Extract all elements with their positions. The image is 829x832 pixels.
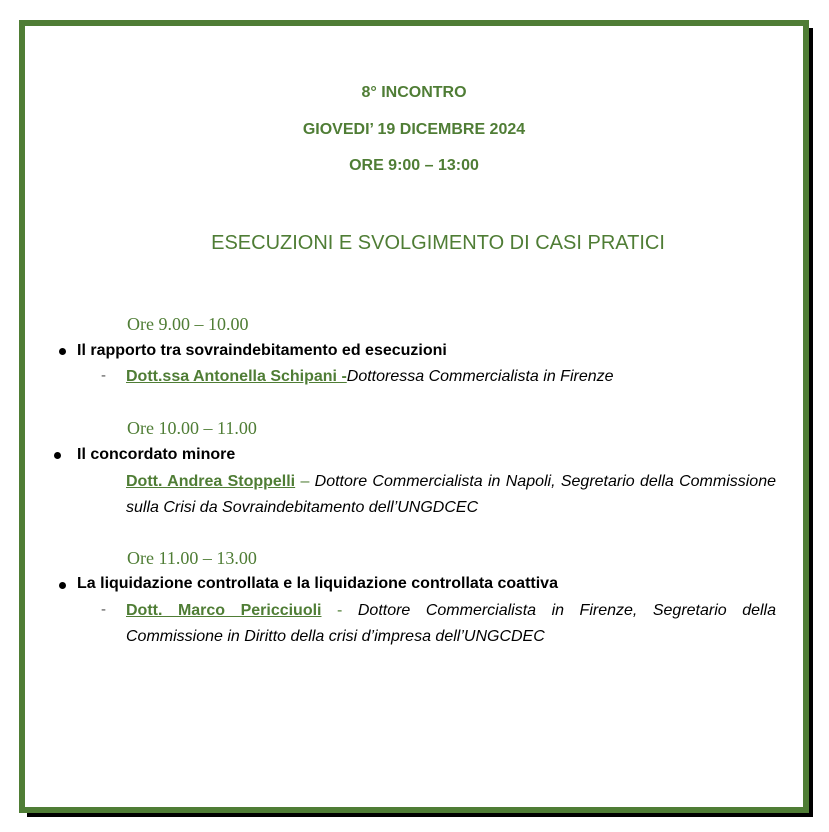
meeting-number: 8° INCONTRO: [361, 84, 467, 101]
speaker-role: Dottore Commercialista in Firenze, Segretario della Commissione in Diritto della crisi d’impresa dell’UNGCDEC: [126, 602, 777, 645]
speaker-role: Dottore Commercialista in Napoli, Segretario della Commissione sulla Crisi da Sovraindebitamento dell’UNGDCEC: [126, 473, 777, 516]
meeting-hours: ORE 9:00 – 13:00: [349, 157, 479, 174]
topic-title: ESECUZIONI E SVOLGIMENTO DI CASI PRATICI: [211, 232, 665, 254]
bullet-dot: [59, 348, 66, 355]
session-speaker: [126, 469, 776, 521]
session-speaker: [126, 364, 776, 390]
session-time: Ore 10.00 – 11.00: [127, 418, 257, 438]
speaker-name[interactable]: Dott. Andrea Stoppelli: [126, 473, 296, 490]
speaker-name[interactable]: Dott. Marco Pericciuoli: [126, 602, 322, 619]
speaker-separator: -: [321, 602, 358, 619]
meeting-date: GIOVEDI’ 19 DICEMBRE 2024: [302, 121, 526, 138]
session-speaker: [126, 598, 776, 650]
speaker-role: Dottoressa Commercialista in Firenze: [346, 368, 614, 385]
bullet-dot: [54, 452, 61, 459]
bullet-dot: [59, 582, 66, 589]
list-dash: -: [101, 601, 106, 618]
session-title: Il rapporto tra sovraindebitamento ed esecuzioni: [77, 342, 447, 359]
speaker-separator: –: [295, 473, 315, 490]
list-dash: -: [101, 367, 106, 384]
session-title: La liquidazione controllata e la liquidazione controllata coattiva: [77, 575, 558, 592]
speaker-name[interactable]: Dott.ssa Antonella Schipani -: [126, 368, 347, 385]
session-time: Ore 9.00 – 10.00: [127, 314, 249, 334]
session-time: Ore 11.00 – 13.00: [127, 548, 257, 568]
session-title: Il concordato minore: [77, 446, 236, 463]
program-frame: [19, 20, 809, 813]
